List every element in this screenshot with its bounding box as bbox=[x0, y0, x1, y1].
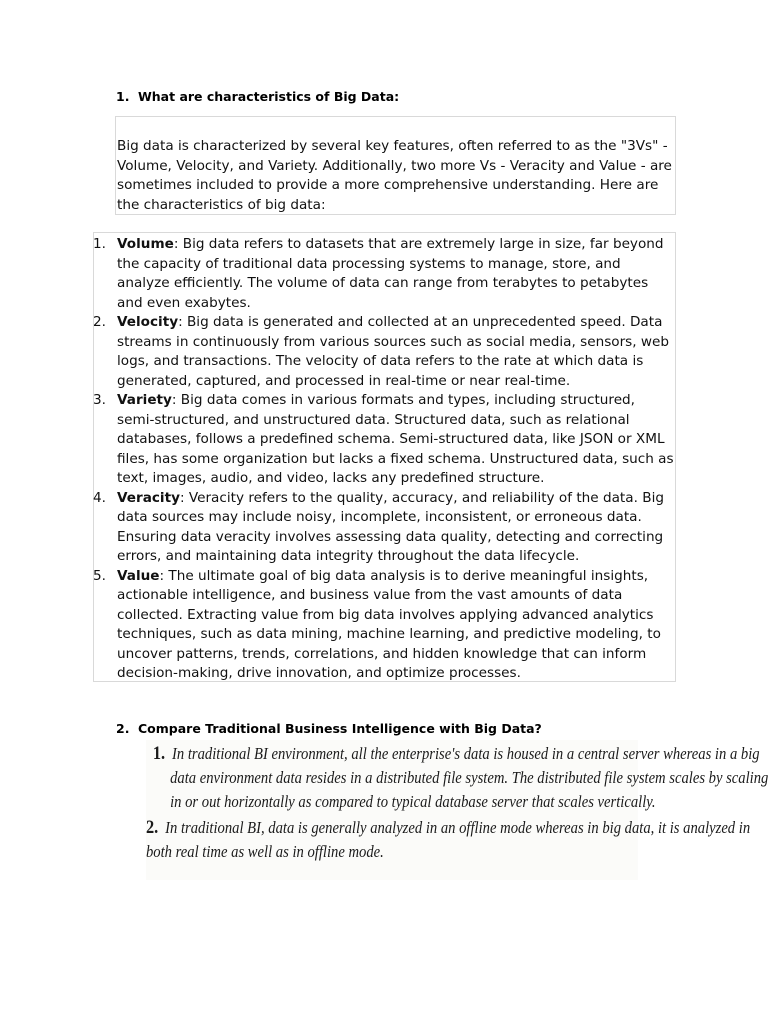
scan-item-1-line-3: in or out horizontally as compared to typical database server that scales vertically. bbox=[170, 792, 656, 811]
scan-item-1-line-1: In traditional BI environment, all the enterprise's data is housed in a central server whereas in a big bbox=[172, 744, 760, 763]
question-2-number: 2. bbox=[116, 721, 130, 736]
question-2-title: Compare Traditional Business Intelligence with Big Data? bbox=[138, 721, 542, 736]
scan-item-1-number: 1. bbox=[152, 743, 166, 764]
list-item-text: : Veracity refers to the quality, accuracy, and reliability of the data. Big data sources may include noisy, incomplete, inconsistent, or erroneous data. Ensuring data veracity involves assessing data quality, detecting and correcting errors, and maintaining data integrity throughout the data lifecycle. bbox=[117, 489, 664, 564]
scanned-text-excerpt bbox=[146, 740, 768, 880]
list-item-velocity bbox=[94, 313, 676, 391]
question-2-heading bbox=[116, 721, 542, 736]
scan-item-2-line-2: both real time as well as in offline mode. bbox=[146, 842, 384, 861]
list-item-term: Value bbox=[117, 567, 160, 584]
list-item-term: Volume bbox=[117, 236, 174, 252]
list-item-value bbox=[94, 567, 676, 684]
scan-item-1-line-2: data environment data resides in a distributed file system. The distributed file system scales by scaling bbox=[170, 768, 768, 787]
list-item-marker: 3. bbox=[93, 392, 106, 408]
scan-item-2 bbox=[146, 816, 751, 864]
list-item-marker: 2. bbox=[93, 314, 106, 330]
list-item-text: : The ultimate goal of big data analysis is to derive meaningful insights, actionable intelligence, and business value from the vast amounts of data collected. Extracting value from big data involves applying advanced analytics techniques, such as data mining, machine learning, and predictive modeling, to uncover patterns, trends, correlations, and hidden knowledge that can inform decision-making, drive innovation, and optimize processes. bbox=[117, 567, 661, 681]
list-item-text: : Big data refers to datasets that are extremely large in size, far beyond the capacity of traditional data processing systems to manage, store, and analyze efficiently. The volume of data can range from terabytes to petabytes and even exabytes. bbox=[117, 236, 664, 311]
list-item-text: : Big data comes in various formats and types, including structured, semi-structured, and unstructured data. Structured data, such as relational databases, follows a predefined schema. Semi-structured data, like JSON or XML files, has some organization but lacks a fixed schema. Unstructured data, such as text, images, audio, and video, lacks any predefined structure. bbox=[117, 392, 674, 486]
question-1-number: 1. bbox=[116, 89, 130, 104]
list-item-marker: 4. bbox=[93, 489, 106, 506]
scan-item-2-line-1: In traditional BI, data is generally analyzed in an offline mode whereas in big data, it is analyzed in bbox=[165, 818, 751, 837]
list-item-volume bbox=[94, 235, 676, 313]
list-item-term: Variety bbox=[117, 392, 172, 408]
list-item-variety bbox=[94, 391, 676, 489]
intro-paragraph: Big data is characterized by several key features, often referred to as the "3Vs" - Volume, Velocity, and Variety. Additionally, two more Vs - Veracity and Value - are sometimes included to provide a more comprehensive understanding. Here are the characteristics of big data: bbox=[117, 138, 672, 213]
characteristics-list-box bbox=[93, 232, 676, 682]
intro-text-box bbox=[115, 116, 676, 215]
list-item-marker: 5. bbox=[93, 567, 106, 584]
question-1-title: What are characteristics of Big Data: bbox=[138, 89, 400, 104]
list-item-veracity bbox=[94, 489, 676, 567]
scan-item-2-number: 2. bbox=[146, 817, 159, 838]
list-item-term: Velocity bbox=[117, 314, 179, 330]
scan-item-1 bbox=[152, 742, 768, 814]
question-1-heading bbox=[116, 89, 399, 104]
list-item-text: : Big data is generated and collected at an unprecedented speed. Data streams in continuously from various sources such as social media, sensors, web logs, and transactions. The velocity of data refers to the rate at which data is generated, captured, and processed in real-time or near real-time. bbox=[117, 314, 670, 389]
characteristics-list bbox=[94, 235, 676, 684]
list-item-marker: 1. bbox=[93, 236, 106, 252]
list-item-term: Veracity bbox=[117, 489, 180, 506]
